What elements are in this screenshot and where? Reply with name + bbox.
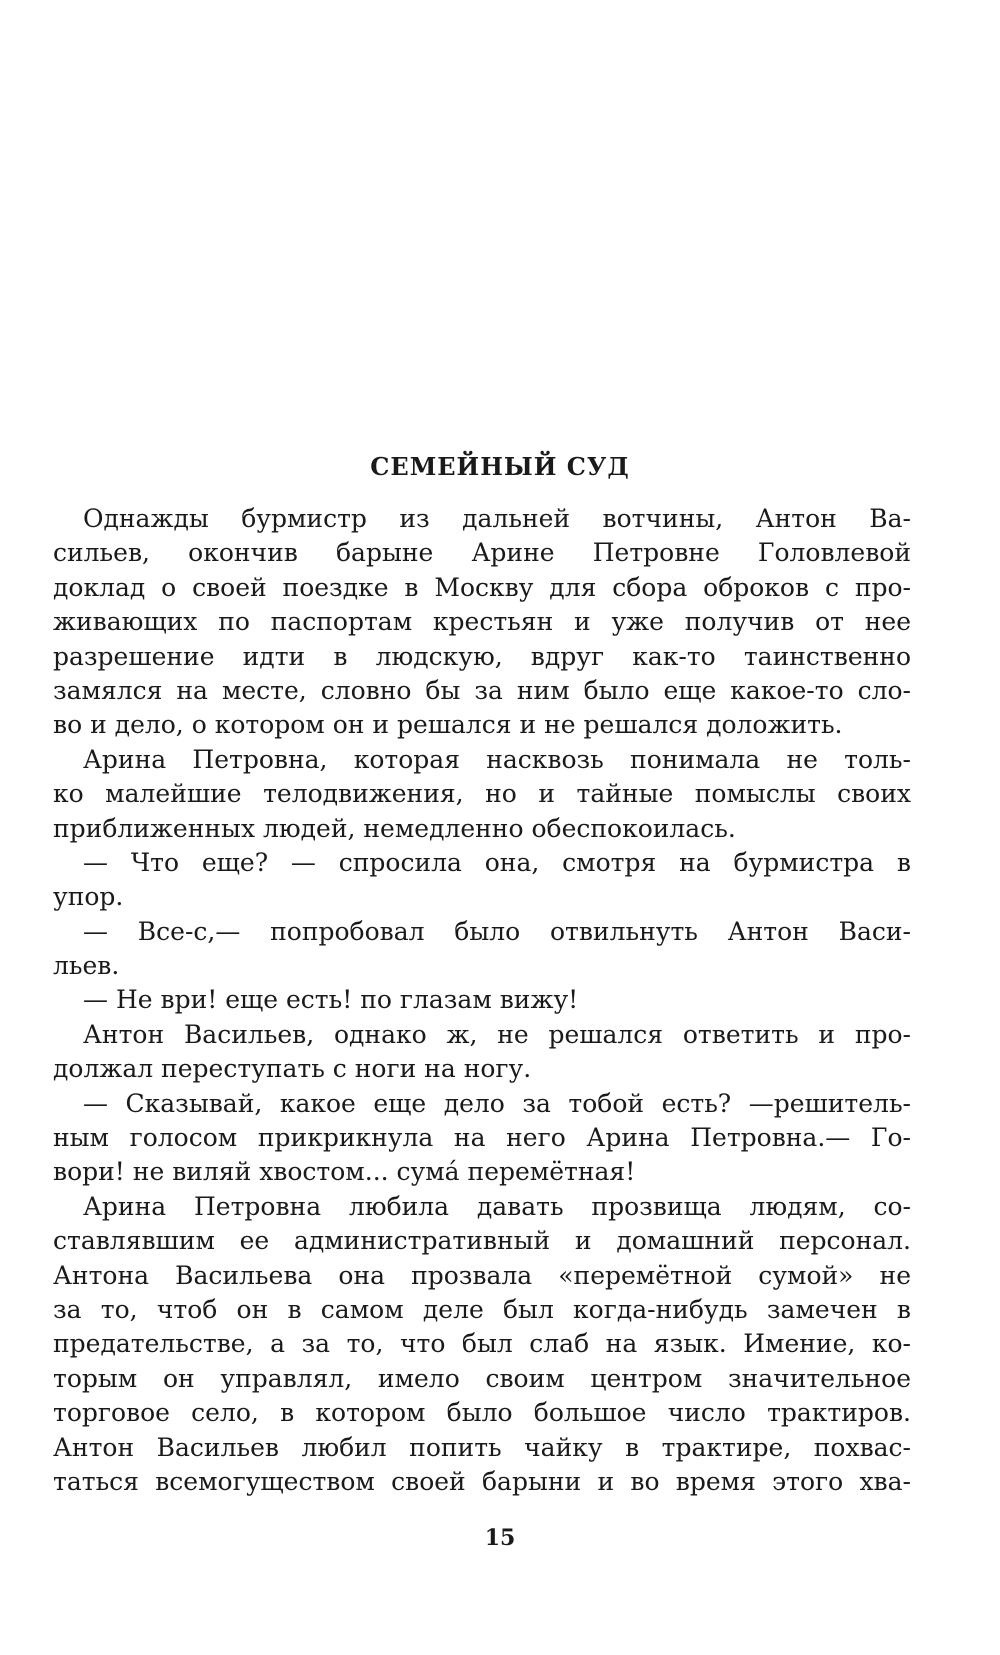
text-line: предательстве, а за то, что был слаб на язык. Имение, ко- bbox=[53, 1329, 911, 1359]
text-line: должал переступать с ноги на ногу. bbox=[53, 1054, 532, 1084]
text-line: — Сказывай, какое еще дело за тобой есть? —решитель- bbox=[83, 1088, 911, 1118]
text-line: живающих по паспортам крестьян и уже получив от нее bbox=[53, 607, 911, 637]
text-line: — Все-с,— попробовал было отвильнуть Антон Васи- bbox=[83, 916, 911, 946]
text-line: — Не ври! еще есть! по глазам вижу! bbox=[83, 985, 579, 1015]
text-line: Антон Васильев, однако ж, не решался ответить и про- bbox=[83, 1019, 911, 1049]
text-line: сильев, окончив барыне Арине Петровне Головлевой bbox=[53, 538, 911, 568]
text-line: — Что еще? — спросила она, смотря на бурмистра в bbox=[83, 847, 911, 877]
text-line: разрешение идти в людскую, вдруг как-то таинственно bbox=[53, 641, 911, 671]
text-line: таться всемогуществом своей барыни и во время этого хва- bbox=[53, 1466, 911, 1496]
text-line: льев. bbox=[53, 951, 120, 981]
text-line: ным голосом прикрикнула на него Арина Петровна.— Го- bbox=[53, 1123, 911, 1153]
text-line: доклад о своей поездке в Москву для сбора оброков с про- bbox=[53, 572, 911, 602]
text-line: Арина Петровна, которая насквозь понимала не толь- bbox=[83, 744, 911, 774]
text-line: торым он управлял, имело своим центром значительное bbox=[53, 1363, 911, 1393]
body-text bbox=[53, 502, 911, 1499]
text-line: вори! не виляй хвостом... сумá перемётная! bbox=[53, 1157, 636, 1187]
text-line: во и дело, о котором он и решался и не решался доложить. bbox=[53, 710, 843, 740]
text-line: Арина Петровна любила давать прозвища людям, со- bbox=[83, 1191, 911, 1221]
text-line: торговое село, в котором было большое число трактиров. bbox=[53, 1398, 911, 1428]
text-line: за то, чтоб он в самом деле был когда-нибудь замечен в bbox=[53, 1294, 911, 1324]
text-line: Антон Васильев любил попить чайку в трактире, похвас- bbox=[53, 1432, 911, 1462]
text-line: ставлявшим ее административный и домашний персонал. bbox=[53, 1226, 911, 1256]
chapter-title: СЕМЕЙНЫЙ СУД bbox=[370, 452, 630, 481]
text-line: замялся на месте, словно бы за ним было еще какое-то сло- bbox=[53, 675, 911, 705]
text-line: упор. bbox=[53, 882, 124, 912]
text-line: ко малейшие телодвижения, но и тайные помыслы своих bbox=[53, 779, 911, 809]
text-line: приближенных людей, немедленно обеспокоилась. bbox=[53, 813, 736, 843]
text-line: Однажды бурмистр из дальней вотчины, Антон Ва- bbox=[83, 504, 911, 533]
page-number: 15 bbox=[484, 1525, 516, 1551]
text-line: Антона Васильева она прозвала «перемётной сумой» не bbox=[53, 1260, 911, 1290]
